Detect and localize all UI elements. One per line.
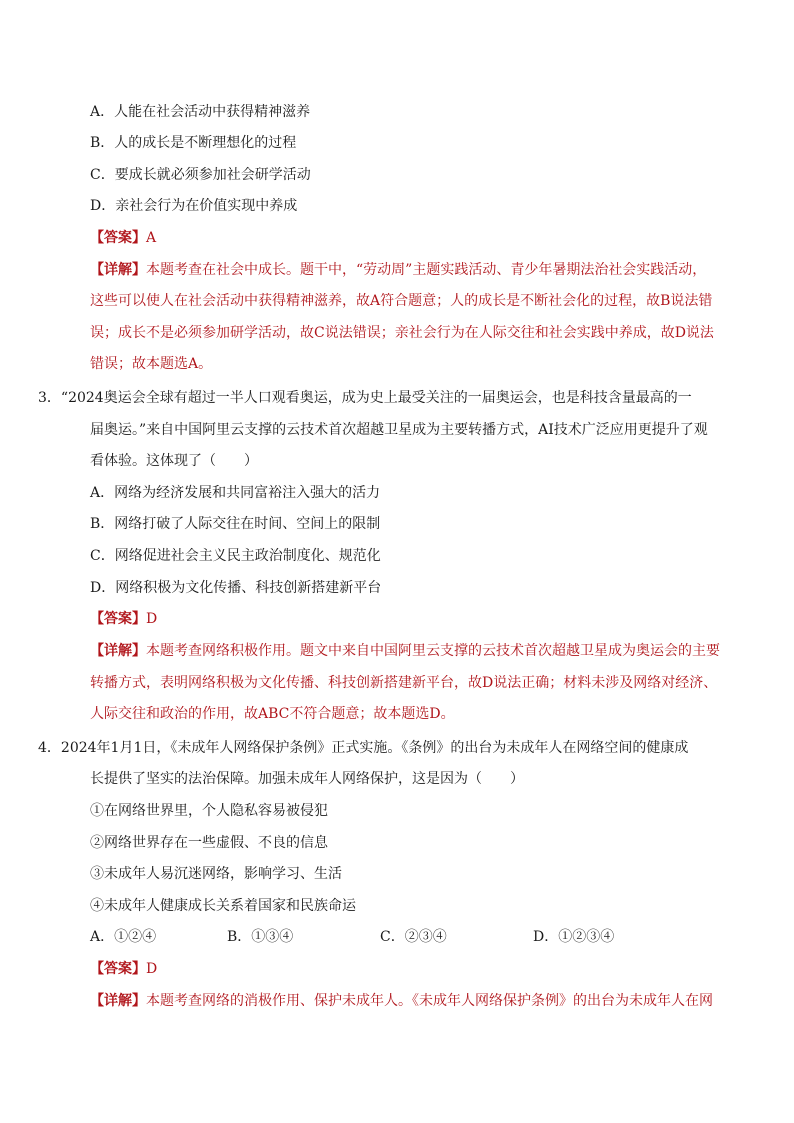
explain-tag: 【详解】	[90, 643, 146, 659]
q4-choice-b: B．①③④	[227, 929, 294, 945]
explain-text: 本题考查网络的消极作用、保护未成年人。《未成年人网络保护条例》的出台为未成年人在网	[146, 993, 713, 1009]
answer-tag: 【答案】	[90, 611, 146, 627]
q2-option-d: D．亲社会行为在价值实现中养成	[90, 198, 298, 214]
answer-tag: 【答案】	[90, 961, 146, 977]
q4-stem-line-1: 4．2024年1月1日，《未成年人网络保护条例》正式实施。《条例》的出台为未成年人在网络空间的健康成	[38, 740, 689, 756]
q2-option-c: C．要成长就必须参加社会研学活动	[90, 167, 311, 183]
q4-item-3: ③未成年人易沉迷网络，影响学习、生活	[90, 866, 342, 882]
q3-stem-line-3: 看体验。这体现了（ ）	[90, 453, 258, 469]
q3-stem-line-1: 3．“2024奥运会全球有超过一半人口观看奥运，成为史上最受关注的一届奥运会，也是科技含量最高的一	[38, 390, 692, 406]
explain-tag: 【详解】	[90, 262, 146, 278]
q4-choice-c: C．②③④	[380, 929, 447, 945]
q4-stem-line-2: 长提供了坚实的法治保障。加强未成年人网络保护，这是因为（ ）	[90, 771, 524, 787]
explain-text: 本题考查在社会中成长。题干中，“劳动周”主题实践活动、青少年暑期法治社会实践活动，	[146, 262, 707, 278]
q4-choice-d: D．①②③④	[533, 929, 615, 945]
q2-option-b: B．人的成长是不断理想化的过程	[90, 135, 297, 151]
q3-option-c: C．网络促进社会主义民主政治制度化、规范化	[90, 548, 381, 564]
answer-tag: 【答案】	[90, 230, 146, 246]
q3-option-a: A．网络为经济发展和共同富裕注入强大的活力	[90, 485, 381, 501]
answer-value: D	[146, 611, 158, 627]
q4-explain-line-1	[90, 991, 713, 1011]
q3-option-d: D．网络积极为文化传播、科技创新搭建新平台	[90, 580, 382, 596]
q2-option-a: A．人能在社会活动中获得精神滋养	[90, 104, 311, 120]
answer-value: A	[146, 230, 157, 246]
answer-value: D	[146, 961, 158, 977]
q4-choice-a: A．①②④	[90, 929, 157, 945]
q3-explain-line-2: 转播方式，表明网络积极为文化传播、科技创新搭建新平台，故D说法正确；材料未涉及网络对经济、	[90, 675, 718, 691]
q2-explain-line-3: 误；成长不是必须参加研学活动，故C说法错误；亲社会行为在人际交往和社会实践中养成，故D说法	[90, 325, 714, 341]
q3-stem-line-2: 届奥运。”来自中国阿里云支撑的云技术首次超越卫星成为主要转播方式，AI技术广泛应用更提升了观	[90, 422, 708, 438]
explain-text: 本题考查网络积极作用。题文中来自中国阿里云支撑的云技术首次超越卫星成为奥运会的主要	[146, 643, 720, 659]
q3-option-b: B．网络打破了人际交往在时间、空间上的限制	[90, 516, 381, 532]
q4-item-2: ②网络世界存在一些虚假、不良的信息	[90, 835, 328, 851]
explain-tag: 【详解】	[90, 993, 146, 1009]
q2-explain-line-4: 错误；故本题选A。	[90, 356, 213, 372]
q4-answer	[90, 959, 157, 979]
q3-explain-line-1	[90, 641, 720, 661]
q4-item-1: ①在网络世界里，个人隐私容易被侵犯	[90, 803, 328, 819]
q2-explain-line-2: 这些可以使人在社会活动中获得精神滋养，故A符合题意；人的成长是不断社会化的过程，故B说法错	[90, 293, 713, 309]
q2-answer	[90, 228, 156, 248]
q2-explain-line-1	[90, 260, 706, 280]
q4-item-4: ④未成年人健康成长关系着国家和民族命运	[90, 898, 356, 914]
q3-explain-line-3: 人际交往和政治的作用，故ABC不符合题意；故本题选D。	[90, 706, 455, 722]
q3-answer	[90, 609, 157, 629]
